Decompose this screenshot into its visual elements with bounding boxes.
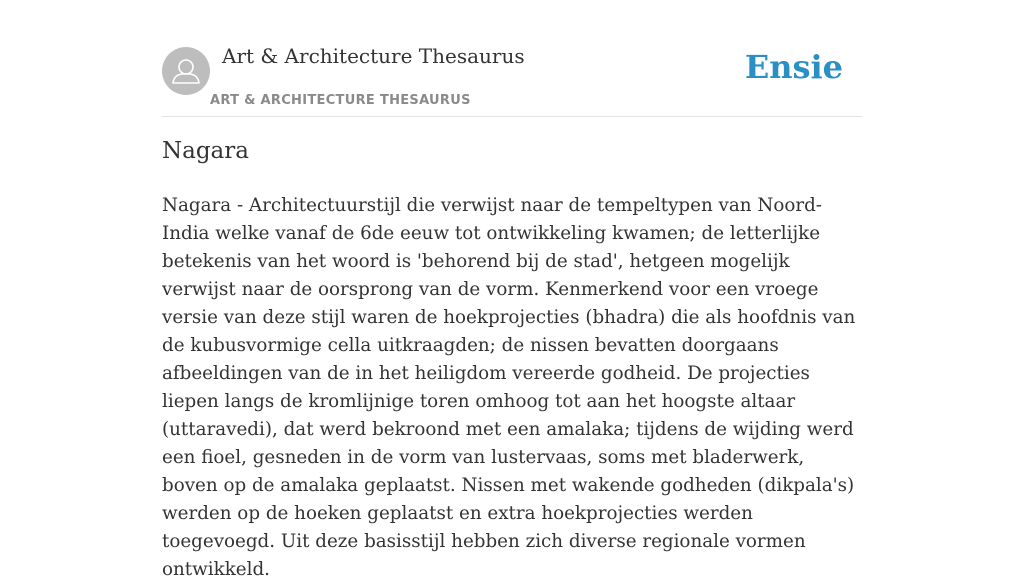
source-title[interactable]: Art & Architecture Thesaurus	[222, 44, 525, 68]
ensie-logo[interactable]: Ensie	[744, 48, 843, 86]
definition-text: Nagara - Architectuurstijl die verwijst naar de tempeltypen van Noord-India welke vanaf de 6de eeuw tot ontwikkeling kwamen; de letterlijke betekenis van het woord is 'behorend bij de stad', hetgeen mogelijk verwijst naar de oorsprong van de vorm. Kenmerkend voor een vroege versie van deze stijl waren de hoekprojecties (bhadra) die als hoofdnis van de kubusvormige cella uitkraagden; de nissen bevatten doorgaans afbeeldingen van de in het heiligdom vereerde godheid. De projecties liepen langs de kromlijnige toren omhoog tot aan het hoogste altaar (uttaravedi), dat werd bekroond met een amalaka; tijdens de wijding werd een fioel, gesneden in de vorm van lustervaas, soms met bladerwerk, boven op de amalaka geplaatst. Nissen met wakende godheden (dikpala's) werden op de hoeken geplaatst en extra hoekprojecties werden toegevoegd. Uit deze basisstijl hebben zich diverse regionale vormen ontwikkeld.	[162, 195, 856, 580]
source-subtitle[interactable]: ART & ARCHITECTURE THESAURUS	[210, 93, 471, 108]
avatar[interactable]	[162, 47, 210, 95]
header	[162, 0, 862, 117]
page-title: Nagara	[162, 138, 249, 164]
user-silhouette-icon	[162, 47, 210, 95]
